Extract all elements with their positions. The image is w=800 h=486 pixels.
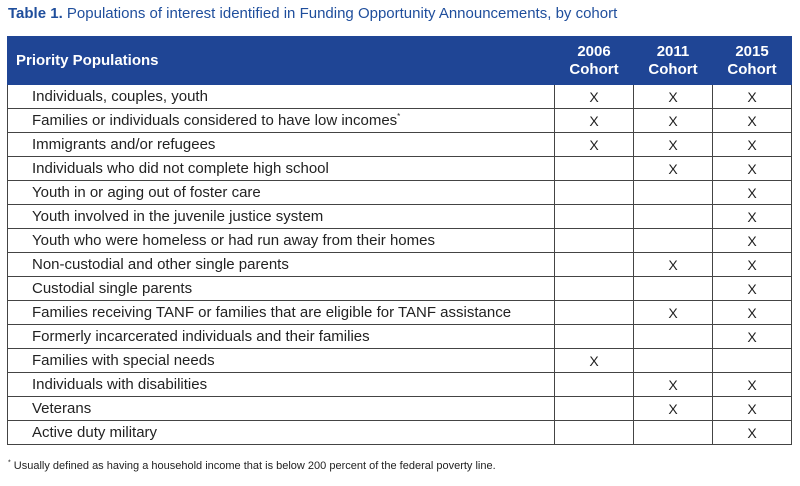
table-row <box>8 229 792 253</box>
cohort-2006-mark <box>555 253 634 277</box>
population-name-cell <box>8 229 555 253</box>
table-row <box>8 421 792 445</box>
table-row <box>8 253 792 277</box>
table-row <box>8 205 792 229</box>
cohort-2006-mark <box>555 157 634 181</box>
cohort-2011-mark: X <box>634 301 713 325</box>
population-name-cell <box>8 277 555 301</box>
cohort-2015-mark <box>713 349 792 373</box>
population-name: Youth in or aging out of foster care <box>32 184 261 201</box>
cohort-2015-mark: X <box>713 277 792 301</box>
population-name-cell <box>8 181 555 205</box>
cohort-2011-mark: X <box>634 397 713 421</box>
table-row <box>8 349 792 373</box>
population-name: Individuals who did not complete high school <box>32 160 329 177</box>
cohort-2015-mark: X <box>713 109 792 133</box>
cohort-2015-mark: X <box>713 133 792 157</box>
cohort-2011-mark: X <box>634 109 713 133</box>
cohort-2015-mark: X <box>713 229 792 253</box>
cohort-2011-year: 2011 <box>656 42 690 60</box>
population-name: Families with special needs <box>32 352 215 369</box>
cohort-2015-mark: X <box>713 301 792 325</box>
table-row <box>8 181 792 205</box>
cohort-2011-mark: X <box>634 253 713 277</box>
cohort-2015-year: 2015 <box>735 42 769 60</box>
cohort-2006-mark <box>555 301 634 325</box>
cohort-2006-mark: X <box>555 109 634 133</box>
cohort-2006-mark <box>555 421 634 445</box>
cohort-2006-mark <box>555 205 634 229</box>
table-header-row <box>8 37 792 85</box>
cohort-2015-mark: X <box>713 157 792 181</box>
cohort-2011-mark: X <box>634 373 713 397</box>
cohort-2011-mark <box>634 205 713 229</box>
cohort-2011-mark <box>634 277 713 301</box>
population-name-cell <box>8 349 555 373</box>
population-name: Families or individuals considered to have low incomes <box>32 112 398 129</box>
population-name-cell <box>8 109 555 133</box>
population-name: Active duty military <box>32 424 158 441</box>
cohort-2006-header <box>555 37 634 85</box>
population-name-cell <box>8 325 555 349</box>
cohort-2006-mark <box>555 373 634 397</box>
population-name-cell <box>8 397 555 421</box>
cohort-2006-mark <box>555 277 634 301</box>
table-caption-text: Populations of interest identified in Funding Opportunity Announcements, by cohort <box>66 5 618 22</box>
population-name-cell <box>8 373 555 397</box>
cohort-2006-mark <box>555 325 634 349</box>
population-name-cell <box>8 253 555 277</box>
priority-populations-header: Priority Populations <box>8 37 555 85</box>
population-name: Families receiving TANF or families that are eligible for TANF assistance <box>32 304 512 321</box>
cohort-2011-mark <box>634 325 713 349</box>
cohort-2011-mark <box>634 229 713 253</box>
cohort-2006-mark <box>555 181 634 205</box>
table-row <box>8 325 792 349</box>
population-name-cell <box>8 133 555 157</box>
population-name: Veterans <box>32 400 92 417</box>
population-name: Immigrants and/or refugees <box>32 136 216 153</box>
cohort-2006-word: Cohort <box>569 60 619 78</box>
cohort-2015-mark: X <box>713 205 792 229</box>
population-name: Youth involved in the juvenile justice system <box>32 208 324 225</box>
population-name: Formerly incarcerated individuals and their families <box>32 328 370 345</box>
population-name-cell <box>8 301 555 325</box>
population-name-cell <box>8 421 555 445</box>
population-name: Individuals with disabilities <box>32 376 208 393</box>
cohort-2011-mark: X <box>634 157 713 181</box>
cohort-2015-mark: X <box>713 325 792 349</box>
table-row <box>8 397 792 421</box>
cohort-2011-mark: X <box>634 133 713 157</box>
cohort-2015-mark: X <box>713 421 792 445</box>
footnote-reference: * <box>397 112 401 121</box>
cohort-2011-mark <box>634 349 713 373</box>
cohort-2015-mark: X <box>713 253 792 277</box>
population-name: Custodial single parents <box>32 280 193 297</box>
table-row <box>8 373 792 397</box>
table-row <box>8 301 792 325</box>
table-row <box>8 133 792 157</box>
populations-table <box>7 36 792 445</box>
cohort-2011-word: Cohort <box>648 60 698 78</box>
table-row <box>8 277 792 301</box>
population-name-cell <box>8 205 555 229</box>
cohort-2006-mark: X <box>555 349 634 373</box>
cohort-2015-mark: X <box>713 85 792 109</box>
cohort-2006-mark: X <box>555 85 634 109</box>
cohort-2006-year: 2006 <box>577 42 611 60</box>
table-caption <box>8 5 617 22</box>
footnote-text: Usually defined as having a household income that is below 200 percent of the federal poverty line. <box>13 460 496 472</box>
cohort-2006-mark: X <box>555 133 634 157</box>
population-name: Non-custodial and other single parents <box>32 256 289 273</box>
table-row <box>8 85 792 109</box>
cohort-2011-mark <box>634 181 713 205</box>
cohort-2011-mark: X <box>634 85 713 109</box>
footnote-mark: * <box>8 459 11 467</box>
footnote <box>8 460 496 472</box>
cohort-2006-mark <box>555 397 634 421</box>
table-row <box>8 157 792 181</box>
cohort-2015-mark: X <box>713 373 792 397</box>
cohort-2011-header <box>634 37 713 85</box>
cohort-2011-mark <box>634 421 713 445</box>
population-name-cell <box>8 85 555 109</box>
cohort-2006-mark <box>555 229 634 253</box>
cohort-2015-mark: X <box>713 181 792 205</box>
population-name-cell <box>8 157 555 181</box>
population-name: Individuals, couples, youth <box>32 88 208 105</box>
cohort-2015-header <box>713 37 792 85</box>
table-body <box>8 85 792 445</box>
population-name: Youth who were homeless or had run away from their homes <box>32 232 435 249</box>
table-row <box>8 109 792 133</box>
table-caption-label: Table 1. <box>8 5 63 22</box>
cohort-2015-mark: X <box>713 397 792 421</box>
cohort-2015-word: Cohort <box>727 60 777 78</box>
